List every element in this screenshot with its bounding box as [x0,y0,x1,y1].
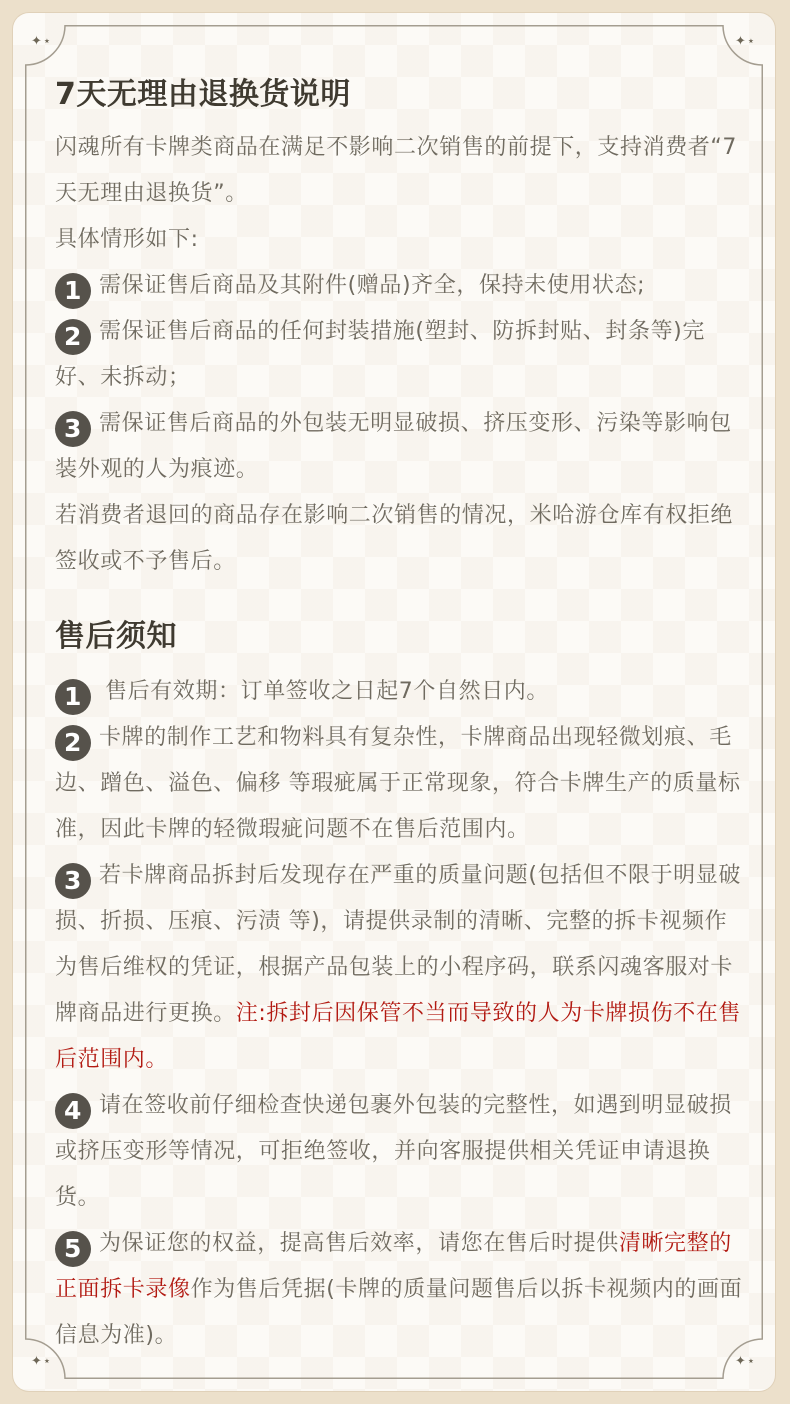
sparkle-icon-top-left: ✦⋆ [31,34,53,49]
content [55,73,745,1359]
after-sales-item-5-text-before: 为保证您的权益，提高售后效率，请您在售后时提供 [99,1231,619,1256]
after-sales-item-3-text: 若卡牌商品拆封后发现存在严重的质量问题(包括但不限于明显破损、折损、压痕、污渍 等)，请提供录制的清晰、完整的拆卡视频作为售后维权的凭证，根据产品包装上的小程序码，联系闪魂客服对卡牌商品进行更换。 [55,863,741,1026]
return-condition-3 [55,401,745,493]
number-badge-1: 1 [55,273,91,309]
return-condition-1-text: 需保证售后商品及其附件(赠品)齐全，保持未使用状态; [99,273,646,298]
number-badge-3: 3 [55,863,91,899]
after-sales-item-5 [55,1221,745,1359]
after-sales-item-4 [55,1083,745,1221]
number-badge-2: 2 [55,319,91,355]
after-sales-item-4-text: 请在签收前仔细检查快递包裹外包装的完整性，如遇到明显破损或挤压变形等情况，可拒绝签收，并向客服提供相关凭证申请退换货。 [55,1093,732,1210]
number-badge-2: 2 [55,725,91,761]
notice-card [13,13,775,1391]
after-sales-item-3-warning: 注:拆封后因保管不当而导致的人为卡牌损伤不在售后范围内。 [55,1001,742,1072]
return-condition-2-text: 需保证售后商品的任何封装措施(塑封、防拆封贴、封条等)完好、未拆动； [55,319,705,390]
after-sales-item-5-highlight: 清晰完整的正面拆卡录像 [55,1231,732,1302]
return-policy-title: 7天无理由退换货说明 [55,77,351,112]
after-sales-item-2 [55,715,745,853]
return-policy-intro: 闪魂所有卡牌类商品在满足不影响二次销售的前提下，支持消费者“7天无理由退换货”。 [55,135,737,206]
return-condition-3-text: 需保证售后商品的外包装无明显破损、挤压变形、污染等影响包装外观的人为痕迹。 [55,411,732,482]
number-badge-3: 3 [55,411,91,447]
sparkle-icon-bottom-left: ✦⋆ [31,1354,53,1369]
sparkle-icon-top-right: ✦⋆ [735,34,757,49]
return-policy-conditions-label: 具体情形如下: [55,227,199,252]
after-sales-item-1 [55,669,745,715]
sparkle-icon-bottom-right: ✦⋆ [735,1354,757,1369]
after-sales-item-5-text-after: 作为售后凭据(卡牌的质量问题售后以拆卡视频内的画面信息为准)。 [55,1277,743,1348]
after-sales-item-3 [55,853,745,1083]
return-condition-1 [55,263,745,309]
number-badge-5: 5 [55,1231,91,1267]
number-badge-1: 1 [55,679,91,715]
after-sales-item-1-text: 售后有效期：订单签收之日起7个自然日内。 [105,679,549,704]
after-sales-title: 售后须知 [55,619,177,654]
return-condition-2 [55,309,745,401]
after-sales-item-2-text: 卡牌的制作工艺和物料具有复杂性，卡牌商品出现轻微划痕、毛边、蹭色、溢色、偏移 等瑕疵属于正常现象，符合卡牌生产的质量标准，因此卡牌的轻微瑕疵问题不在售后范围内。 [55,725,741,842]
return-policy-footer: 若消费者退回的商品存在影响二次销售的情况，米哈游仓库有权拒绝签收或不予售后。 [55,503,734,574]
number-badge-4: 4 [55,1093,91,1129]
